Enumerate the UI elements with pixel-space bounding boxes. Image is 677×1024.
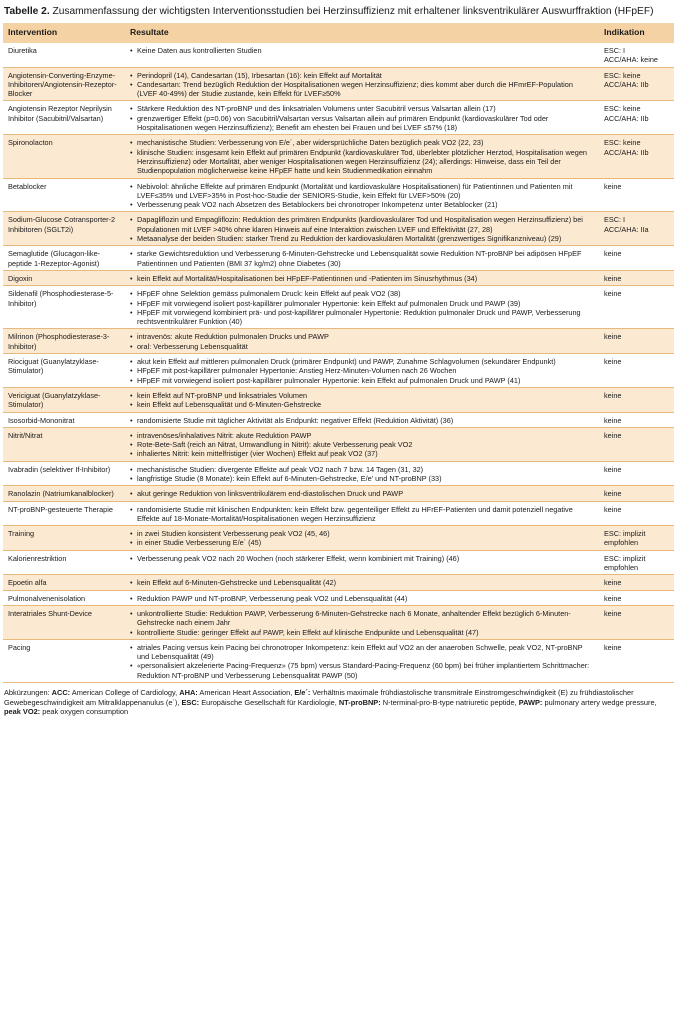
result-item: • in einer Studie Verbesserung E/e´ (45) xyxy=(130,538,594,547)
abbreviation-term: NT-proBNP: xyxy=(338,697,381,707)
result-item: • starke Gewichtsreduktion und Verbesserung 6-Minuten-Gehstrecke und Lebensqualität sowie Reduktion NT-proBNP bei adipösen HFpEF Patientinnen und Patienten (BMI 37 kg/m2) ohne Diabetes (30) xyxy=(130,249,594,268)
indication-cell xyxy=(599,43,674,67)
table-row xyxy=(3,329,674,354)
result-item: • intravenöses/inhalatives Nitrit: akute Reduktion PAWP xyxy=(130,431,594,440)
result-item: • Rote-Bete-Saft (reich an Nitrat, Umwandlung in Nitrit): akute Verbesserung peak VO2 xyxy=(130,440,594,449)
abbreviation-term: ESC: xyxy=(181,697,200,707)
indication-cell xyxy=(599,286,674,329)
indication-cell xyxy=(599,178,674,212)
results-cell xyxy=(125,412,599,427)
table-row xyxy=(3,575,674,590)
abbreviation-definition: American Heart Association, xyxy=(197,688,295,698)
table-header-row xyxy=(3,23,674,43)
intervention-cell: Ivabradin (selektiver If-Inhibitor) xyxy=(3,461,125,486)
table-row xyxy=(3,605,674,639)
indication-cell xyxy=(599,101,674,135)
table-row xyxy=(3,639,674,682)
results-cell xyxy=(125,501,599,526)
results-list xyxy=(130,391,594,410)
results-cell xyxy=(125,354,599,388)
intervention-cell: Sildenafil (Phosphodiesterase-5-Inhibitor) xyxy=(3,286,125,329)
result-item: • kontrollierte Studie: geringer Effekt auf PAWP, kein Effekt auf klinische Endpunkte und Lebensqualität (47) xyxy=(130,628,594,637)
result-item: • mechanistische Studien: Verbesserung von E/e´, aber widersprüchliche Daten bezüglich peak VO2 (22, 23) xyxy=(130,138,594,147)
results-cell xyxy=(125,575,599,590)
result-item: • kein Effekt auf Lebensqualität und 6-Minuten-Gehstrecke xyxy=(130,400,594,409)
abbreviation-definition: pulmonary artery wedge pressure, xyxy=(542,697,657,707)
result-item: • randomisierte Studie mit klinischen Endpunkten: kein Effekt bzw. gegenteiliger Effekt zu HFrEF-Patienten und damit potenziell negative Effekte auf 18-Monate-Mortalität/Hospitalisationen wegen Herzinsuffizienz xyxy=(130,505,594,524)
result-item: • HFpEF mit post-kapillärer pulmonaler Hypertonie: Anstieg Herz-Minuten-Volumen nach 26 Wochen xyxy=(130,366,594,375)
results-list xyxy=(130,643,594,680)
indication-line: ESC: keine xyxy=(604,104,641,114)
intervention-cell: Diuretika xyxy=(3,43,125,67)
intervention-cell: Vericiguat (Guanylatzyklase-Stimulator) xyxy=(3,387,125,412)
results-list xyxy=(130,289,594,326)
results-list xyxy=(130,71,594,99)
indication-line: keine xyxy=(604,642,622,652)
result-item: • grenzwertiger Effekt (p=0.06) von Sacubitril/Valsartan versus Valsartan allein auf primären Endpunkt (kardiovaskulärer Tod oder Hospitalisationen wegen Herzinsuffizienz); Benefit am ehesten bei Frauen und bei LVEF ≤57% (18) xyxy=(130,114,594,133)
result-item: • intravenös: akute Reduktion pulmonalen Drucks und PAWP xyxy=(130,332,594,341)
results-cell xyxy=(125,590,599,605)
results-list xyxy=(130,249,594,268)
indication-line: keine xyxy=(604,608,622,618)
caption-text: Zusammenfassung der wichtigsten Interventionsstudien bei Herzinsuffizienz mit erhaltener linksventrikulärer Auswurffraktion (HFpEF) xyxy=(49,6,654,17)
results-list xyxy=(130,578,594,587)
results-list xyxy=(130,274,594,283)
result-item: • kein Effekt auf 6-Minuten-Gehstrecke und Lebensqualität (42) xyxy=(130,578,594,587)
results-list xyxy=(130,609,594,637)
indication-line: ESC: implizit xyxy=(604,553,646,563)
result-item: • HFpEF mit vorwiegend kombiniert prä- und post-kapillärer pulmonaler Hypertonie: Reduktion pulmonaler Druck und PAWP, Verbesserung rechtsventrikulärer Funktion (40) xyxy=(130,308,594,327)
indication-cell xyxy=(599,387,674,412)
indication-cell xyxy=(599,427,674,461)
indication-line: ACC/AHA: IIb xyxy=(604,147,649,157)
table-body xyxy=(3,43,674,683)
indication-line: keine xyxy=(604,249,622,259)
result-item: • akut geringe Reduktion von linksventrikulärem end-diastolischen Druck und PAWP xyxy=(130,489,594,498)
abbreviation-term: AHA: xyxy=(179,688,198,698)
intervention-cell: Isosorbid-Mononitrat xyxy=(3,412,125,427)
intervention-cell: Sodium-Glucose Cotransporter-2 Inhibitoren (SGLT2i) xyxy=(3,212,125,246)
indication-line: empfohlen xyxy=(604,538,639,548)
results-cell xyxy=(125,526,599,551)
intervention-cell: Epoetin alfa xyxy=(3,575,125,590)
result-item: • kein Effekt auf Mortalität/Hospitalisationen bei HFpEF-Patientinnen und -Patienten im Sinusrhythmus (34) xyxy=(130,274,594,283)
table-row xyxy=(3,246,674,271)
result-item: • Candesartan: Trend bezüglich Reduktion der Hospitalisationen wegen Herzinsuffizienz; dies kommt aber durch die HFmrEF-Population (LVEF 40-49%) der Studie zustande, kein Effekt für LVEF≥50% xyxy=(130,80,594,99)
abbreviation-definition: Verhältnis maximale frühdiastolische transmitrale Einstromgeschwindigkeit (E) zu frühdiastolischer Gewebegeschwindigkeit am Mitralklappenanulus (e´), xyxy=(4,688,634,707)
table-row xyxy=(3,43,674,67)
result-item: • «personalisiert akzelerierte Pacing-Frequenz» (75 bpm) versus Standard-Pacing-Frequenz (60 bpm) bei früher implantiertem Schrittmacher: Reduktion NT-proBNP und Verbesserung Lebensqualität PAWP (50) xyxy=(130,661,594,680)
indication-line: ACC/AHA: IIa xyxy=(604,224,649,234)
results-cell xyxy=(125,605,599,639)
abbreviations-footnote xyxy=(3,688,674,717)
table-row xyxy=(3,135,674,178)
table-row xyxy=(3,286,674,329)
indication-line: ESC: keine xyxy=(604,138,641,148)
table-row xyxy=(3,354,674,388)
intervention-cell: Kalorienrestriktion xyxy=(3,550,125,575)
intervention-cell: Angiotensin Rezeptor Neprilysin Inhibitor (Sacubitril/Valsartan) xyxy=(3,101,125,135)
indication-line: keine xyxy=(604,504,622,514)
indication-line: keine xyxy=(604,464,622,474)
indication-line: ESC: I xyxy=(604,46,626,55)
indication-line: keine xyxy=(604,489,622,499)
results-cell xyxy=(125,639,599,682)
indication-line: ACC/AHA: IIb xyxy=(604,113,649,123)
table-row xyxy=(3,270,674,285)
results-list xyxy=(130,431,594,459)
result-item: • Verbesserung peak VO2 nach Absetzen des Betablockers bei chronotroper Inkompetenz unter Betablocker (21) xyxy=(130,200,594,209)
result-item: • atriales Pacing versus kein Pacing bei chronotroper Inkompetenz: kein Effekt auf VO2 an der anaeroben Schwelle, peak VO2, NT-proBNP und Lebensqualität (49) xyxy=(130,643,594,662)
results-cell xyxy=(125,178,599,212)
abbreviation-definition: peak oxygen consumption xyxy=(40,707,129,717)
indication-cell xyxy=(599,486,674,501)
results-list xyxy=(130,215,594,243)
result-item: • HFpEF mit vorwiegend isoliert post-kapillärer pulmonaler Hypertonie: kein Effekt auf pulmonalen Druck und PAWP (41) xyxy=(130,376,594,385)
header-intervention: Intervention xyxy=(3,23,125,43)
results-list xyxy=(130,489,594,498)
result-item: • Reduktion PAWP und NT-proBNP, Verbesserung peak VO2 und Lebensqualität (44) xyxy=(130,594,594,603)
result-item: • HFpEF mit vorwiegend isoliert post-kapillärer pulmonaler Hypertonie: kein Effekt auf pulmonalen Druck und PAWP (39) xyxy=(130,299,594,308)
results-cell xyxy=(125,43,599,67)
indication-cell xyxy=(599,590,674,605)
result-item: • langfristige Studie (8 Monate): kein Effekt auf 6-Minuten-Gehstrecke, E/e' und NT-proBNP (33) xyxy=(130,474,594,483)
results-list xyxy=(130,357,594,385)
results-list xyxy=(130,594,594,603)
abbreviation-term: PAWP: xyxy=(518,697,543,707)
abbreviation-definition: American College of Cardiology, xyxy=(70,688,180,698)
table-row xyxy=(3,486,674,501)
results-list xyxy=(130,529,594,548)
indication-line: keine xyxy=(604,390,622,400)
indication-cell xyxy=(599,526,674,551)
result-item: • in zwei Studien konsistent Verbesserung peak VO2 (45, 46) xyxy=(130,529,594,538)
indication-cell xyxy=(599,135,674,178)
footnote-prefix: Abkürzungen: xyxy=(4,688,52,698)
results-list xyxy=(130,182,594,210)
result-item: • Verbesserung peak VO2 nach 20 Wochen (noch stärkerer Effekt, wenn kombiniert mit Training) (46) xyxy=(130,554,594,563)
indication-cell xyxy=(599,639,674,682)
header-results: Resultate xyxy=(125,23,599,43)
results-cell xyxy=(125,329,599,354)
indication-cell xyxy=(599,575,674,590)
intervention-cell: Spironolacton xyxy=(3,135,125,178)
table-caption xyxy=(3,5,674,18)
abbreviation-term: ACC: xyxy=(51,688,71,698)
table-row xyxy=(3,526,674,551)
abbreviation-definition: Europäische Gesellschaft für Kardiologie, xyxy=(199,697,339,707)
indication-line: keine xyxy=(604,332,622,342)
table-row xyxy=(3,412,674,427)
intervention-cell: Ranolazin (Natriumkanalblocker) xyxy=(3,486,125,501)
results-cell xyxy=(125,135,599,178)
result-item: • Stärkere Reduktion des NT-proBNP und des linksatrialen Volumens unter Sacubitril versus Valsartan allein (17) xyxy=(130,104,594,113)
results-cell xyxy=(125,461,599,486)
intervention-cell: Nitrit/Nitrat xyxy=(3,427,125,461)
indication-cell xyxy=(599,501,674,526)
intervention-cell: Angiotensin-Converting-Enzyme-Inhibitoren/Angiotensin-Rezeptor-Blocker xyxy=(3,67,125,101)
indication-line: keine xyxy=(604,593,622,603)
result-item: • Nebivolol: ähnliche Effekte auf primären Endpunkt (Mortalität und kardiovaskuläre Hospitalisationen) für Patientinnen und Patienten mit LVEF≤35% und LVEF>35% in Post-hoc-Studie der SENIORS-Studie, kein Effekt für LVEF>50% (20) xyxy=(130,182,594,201)
intervention-cell: Betablocker xyxy=(3,178,125,212)
table-row xyxy=(3,387,674,412)
indication-cell xyxy=(599,461,674,486)
intervention-cell: Semaglutide (Glucagon-like-peptide 1-Rezeptor-Agonist) xyxy=(3,246,125,271)
results-cell xyxy=(125,67,599,101)
indication-line: ESC: keine xyxy=(604,70,641,80)
intervention-cell: Milrinon (Phosphodiesterase-3-Inhibitor) xyxy=(3,329,125,354)
result-item: • akut kein Effekt auf mittleren pulmonalen Druck (primärer Endpunkt) und PAWP, Zunahme Schlagvolumen (sekundärer Endpunkt) xyxy=(130,357,594,366)
indication-cell xyxy=(599,270,674,285)
results-list xyxy=(130,46,594,55)
result-item: • klinische Studien: insgesamt kein Effekt auf primären Endpunkt (kardiovaskulärer Tod, überlebter plötzlicher Herztod, Hospitalisation wegen Herzinsuffizienz) oder Mortalität, aber weniger Hospitalisationen wegen Herzinsuffizienz (24); allerdings: Hinweise, dass ein Teil der Studienpopulation möglicherweise keine HFpEF hatte und kein Studienmedikation einnahm xyxy=(130,148,594,176)
result-item: • Perindopril (14), Candesartan (15), Irbesartan (16): kein Effekt auf Mortalität xyxy=(130,71,594,80)
results-list xyxy=(130,332,594,351)
indication-line: keine xyxy=(604,289,622,299)
intervention-cell: Digoxin xyxy=(3,270,125,285)
indication-cell xyxy=(599,550,674,575)
indication-cell xyxy=(599,246,674,271)
result-item: • oral: Verbesserung Lebensqualität xyxy=(130,342,594,351)
intervention-cell: Interatriales Shunt-Device xyxy=(3,605,125,639)
abbreviation-term: E/e´: xyxy=(294,688,311,698)
indication-line: keine xyxy=(604,578,622,588)
indication-line: keine xyxy=(604,273,622,283)
results-cell xyxy=(125,212,599,246)
result-item: • HFpEF ohne Selektion gemäss pulmonalem Druck: kein Effekt auf peak VO2 (38) xyxy=(130,289,594,298)
abbreviation-term: peak VO2: xyxy=(4,707,41,717)
indication-line: keine xyxy=(604,415,622,425)
abbreviation-definition: N-terminal-pro-B-type natriuretic peptide, xyxy=(380,697,519,707)
caption-label: Tabelle 2. xyxy=(4,6,50,17)
result-item: • Keine Daten aus kontrollierten Studien xyxy=(130,46,594,55)
header-indication: Indikation xyxy=(599,23,674,43)
result-item: • mechanistische Studien: divergente Effekte auf peak VO2 nach 7 bzw. 14 Tagen (31, 32) xyxy=(130,465,594,474)
table-row xyxy=(3,550,674,575)
result-item: • unkontrollierte Studie: Reduktion PAWP, Verbesserung 6-Minuten-Gehstrecke nach 6 Monate, anhaltender Effekt bezüglich 6-Minuten-Gehstrecke nach einem Jahr xyxy=(130,609,594,628)
table-row xyxy=(3,178,674,212)
intervention-cell: NT-proBNP-gesteuerte Therapie xyxy=(3,501,125,526)
results-list xyxy=(130,465,594,484)
indication-cell xyxy=(599,354,674,388)
results-cell xyxy=(125,550,599,575)
table-row xyxy=(3,67,674,101)
indication-cell xyxy=(599,67,674,101)
indication-line: keine xyxy=(604,430,622,440)
indication-line: keine xyxy=(604,357,622,367)
results-cell xyxy=(125,101,599,135)
indication-cell xyxy=(599,605,674,639)
intervention-cell: Riociguat (Guanylatzyklase-Stimulator) xyxy=(3,354,125,388)
table-row xyxy=(3,101,674,135)
results-list xyxy=(130,416,594,425)
table-row xyxy=(3,461,674,486)
indication-line: ESC: I xyxy=(604,215,626,225)
table-row xyxy=(3,590,674,605)
indication-cell xyxy=(599,212,674,246)
indication-cell xyxy=(599,329,674,354)
intervention-cell: Training xyxy=(3,526,125,551)
table-row xyxy=(3,212,674,246)
indication-cell xyxy=(599,412,674,427)
results-list xyxy=(130,554,594,563)
results-cell xyxy=(125,387,599,412)
table-row xyxy=(3,501,674,526)
results-cell xyxy=(125,486,599,501)
indication-line: keine xyxy=(604,181,622,191)
results-cell xyxy=(125,286,599,329)
results-cell xyxy=(125,427,599,461)
result-item: • Dapagliflozin und Empagliflozin: Reduktion des primären Endpunkts (kardiovaskulärer Tod und Hospitalisation wegen Herzinsuffizienz) bei Populationen mit LVEF >40% ohne klaren Hinweis auf eine Interaktion zwischen LVEF und Effektivität (27, 28) xyxy=(130,215,594,234)
table-row xyxy=(3,427,674,461)
intervention-cell: Pulmonalvenenisolation xyxy=(3,590,125,605)
results-list xyxy=(130,505,594,524)
results-list xyxy=(130,104,594,132)
intervention-cell: Pacing xyxy=(3,639,125,682)
result-item: • inhaliertes Nitrit: kein mittelfristiger (vier Wochen) Effekt auf peak VO2 (37) xyxy=(130,449,594,458)
indication-line: ESC: implizit xyxy=(604,529,646,539)
interventions-table xyxy=(3,23,674,683)
indication-line: ACC/AHA: IIb xyxy=(604,79,649,89)
result-item: • Metaanalyse der beiden Studien: starker Trend zu Reduktion der kardiovaskulären Mortalität (grenzwertiges Signifikanzniveau) (29) xyxy=(130,234,594,243)
result-item: • randomisierte Studie mit täglicher Aktivität als Endpunkt: negativer Effekt (Reduktion Aktivität) (36) xyxy=(130,416,594,425)
results-cell xyxy=(125,270,599,285)
results-cell xyxy=(125,246,599,271)
results-list xyxy=(130,138,594,175)
result-item: • kein Effekt auf NT-proBNP und linksatriales Volumen xyxy=(130,391,594,400)
indication-line: ACC/AHA: keine xyxy=(604,55,658,65)
indication-line: empfohlen xyxy=(604,563,639,573)
